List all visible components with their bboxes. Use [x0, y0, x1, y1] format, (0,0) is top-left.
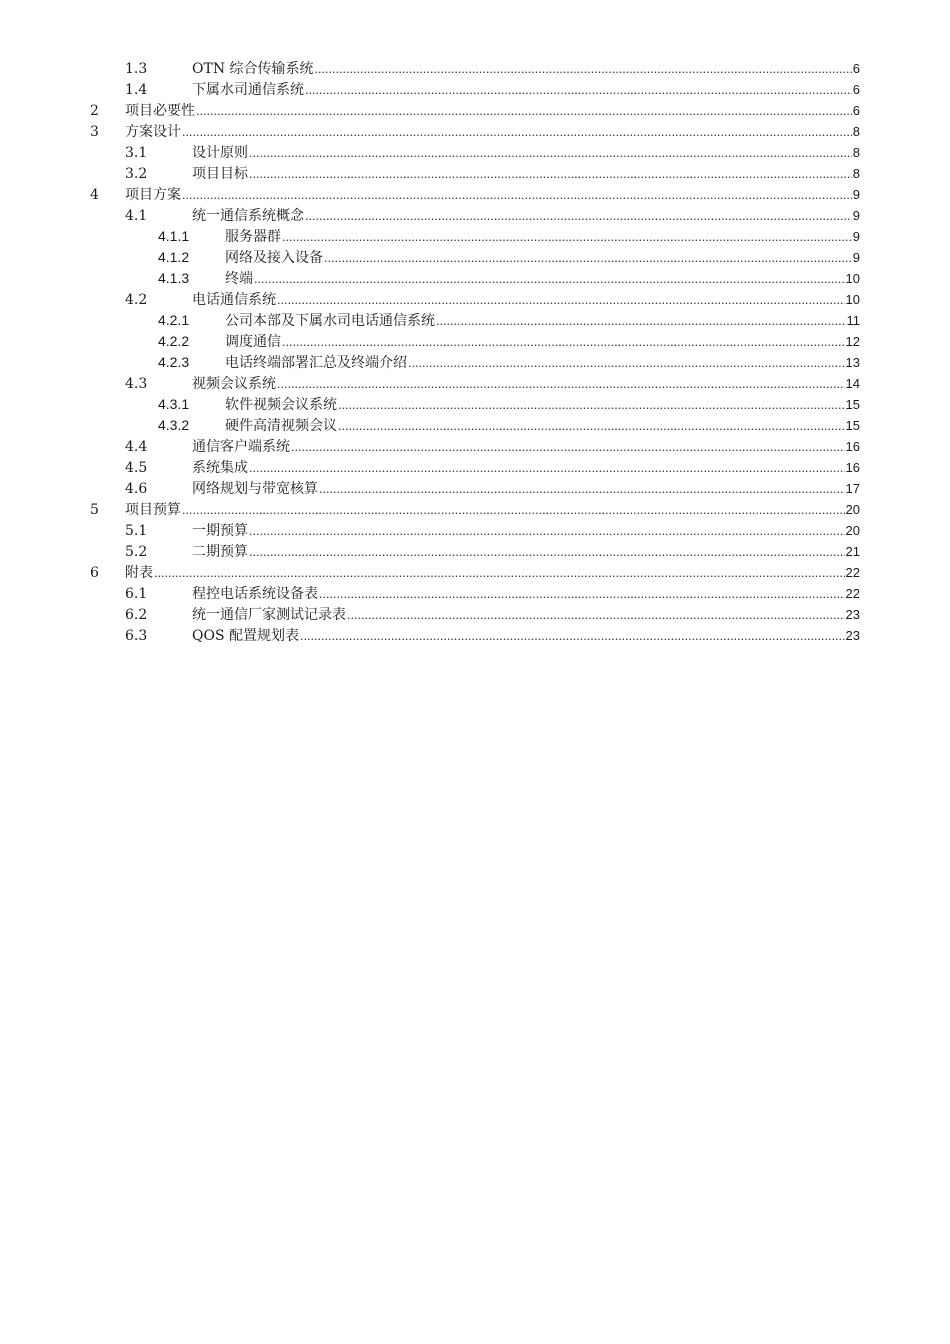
toc-title: 程控电话系统设备表 — [192, 586, 318, 602]
toc-title: 附表 — [125, 565, 153, 581]
toc-entry[interactable] — [90, 142, 860, 163]
toc-title: 项目必要性 — [125, 103, 195, 119]
dot-leader — [305, 206, 852, 227]
toc-title: QOS 配置规划表 — [192, 628, 299, 644]
dot-leader — [249, 521, 845, 542]
toc-number: 2 — [90, 103, 99, 119]
toc-title: 软件视频会议系统 — [225, 397, 337, 413]
toc-entry[interactable] — [90, 499, 860, 520]
dot-leader — [324, 248, 852, 269]
toc-page-number: 13 — [845, 355, 860, 370]
toc-title: 网络规划与带宽核算 — [192, 481, 318, 497]
toc-number: 5.1 — [125, 523, 148, 539]
toc-title: 电话通信系统 — [192, 292, 276, 308]
dot-leader — [182, 185, 852, 206]
dot-leader — [347, 605, 845, 626]
toc-entry[interactable] — [90, 163, 860, 184]
toc-number: 6 — [90, 565, 99, 581]
toc-title: 项目目标 — [192, 166, 248, 182]
dot-leader — [338, 395, 845, 416]
toc-entry[interactable] — [90, 100, 860, 121]
table-of-contents — [90, 58, 860, 646]
toc-entry[interactable] — [90, 79, 860, 100]
toc-page-number: 22 — [845, 586, 860, 601]
toc-page-number: 9 — [852, 250, 860, 265]
toc-entry[interactable] — [90, 436, 860, 457]
toc-number: 6.2 — [125, 607, 148, 623]
dot-leader — [291, 437, 845, 458]
toc-entry[interactable] — [90, 520, 860, 541]
toc-title: 终端 — [225, 271, 253, 287]
dot-leader — [319, 479, 845, 500]
toc-title: 调度通信 — [225, 334, 281, 350]
dot-leader — [182, 500, 845, 521]
dot-leader — [249, 542, 845, 563]
toc-entry[interactable] — [90, 583, 860, 604]
dot-leader — [315, 59, 852, 80]
toc-number: 3.1 — [125, 145, 148, 161]
toc-number: 4.3.2 — [158, 417, 190, 433]
dot-leader — [277, 290, 845, 311]
toc-entry[interactable] — [90, 268, 860, 289]
toc-page-number: 12 — [845, 334, 860, 349]
toc-number: 4.3.1 — [158, 396, 190, 412]
toc-title: 统一通信系统概念 — [192, 208, 304, 224]
toc-number: 6.3 — [125, 628, 148, 644]
toc-page-number: 15 — [845, 397, 860, 412]
dot-leader — [182, 122, 852, 143]
toc-number: 4.4 — [125, 439, 148, 455]
toc-entry[interactable] — [90, 604, 860, 625]
toc-page-number: 6 — [852, 82, 860, 97]
toc-entry[interactable] — [90, 478, 860, 499]
toc-page-number: 17 — [845, 481, 860, 496]
toc-entry[interactable] — [90, 415, 860, 436]
toc-number: 4.2.1 — [158, 312, 190, 328]
toc-number: 5.2 — [125, 544, 148, 560]
toc-number: 5 — [90, 502, 99, 518]
toc-number: 4 — [90, 187, 99, 203]
toc-page-number: 16 — [845, 460, 860, 475]
toc-number: 4.3 — [125, 376, 148, 392]
toc-page-number: 9 — [852, 208, 860, 223]
toc-page-number: 20 — [845, 523, 860, 538]
toc-page-number: 8 — [852, 124, 860, 139]
toc-page-number: 21 — [845, 544, 860, 559]
toc-title: 服务器群 — [225, 229, 281, 245]
dot-leader — [282, 332, 845, 353]
toc-entry[interactable] — [90, 184, 860, 205]
toc-title: 电话终端部署汇总及终端介绍 — [225, 355, 407, 371]
toc-page-number: 23 — [845, 628, 860, 643]
toc-title: 网络及接入设备 — [225, 250, 323, 266]
toc-entry[interactable] — [90, 331, 860, 352]
toc-number: 4.2.3 — [158, 354, 190, 370]
toc-entry[interactable] — [90, 352, 860, 373]
toc-entry[interactable] — [90, 625, 860, 646]
toc-page-number: 22 — [845, 565, 860, 580]
toc-number: 4.1.3 — [158, 270, 190, 286]
toc-title: 视频会议系统 — [192, 376, 276, 392]
dot-leader — [254, 269, 845, 290]
dot-leader — [300, 626, 845, 647]
toc-page-number: 14 — [845, 376, 860, 391]
toc-page-number: 9 — [852, 229, 860, 244]
dot-leader — [196, 101, 852, 122]
toc-number: 3.2 — [125, 166, 148, 182]
toc-page-number: 6 — [852, 61, 860, 76]
toc-page-number: 10 — [845, 292, 860, 307]
toc-entry[interactable] — [90, 226, 860, 247]
dot-leader — [319, 584, 845, 605]
toc-title: 二期预算 — [192, 544, 248, 560]
dot-leader — [338, 416, 845, 437]
dot-leader — [277, 374, 845, 395]
toc-number: 4.1.1 — [158, 228, 190, 244]
toc-page-number: 15 — [845, 418, 860, 433]
dot-leader — [154, 563, 845, 584]
toc-number: 1.4 — [125, 82, 148, 98]
dot-leader — [305, 80, 852, 101]
toc-entry[interactable] — [90, 373, 860, 394]
toc-title: 方案设计 — [125, 124, 181, 140]
toc-number: 4.2.2 — [158, 333, 190, 349]
toc-page-number: 16 — [845, 439, 860, 454]
dot-leader — [249, 143, 852, 164]
toc-page-number: 11 — [846, 313, 860, 328]
toc-page-number: 10 — [845, 271, 860, 286]
dot-leader — [249, 458, 845, 479]
toc-page-number: 9 — [852, 187, 860, 202]
toc-title: 统一通信厂家测试记录表 — [192, 607, 346, 623]
toc-title: 通信客户端系统 — [192, 439, 290, 455]
toc-number: 6.1 — [125, 586, 148, 602]
dot-leader — [408, 353, 845, 374]
toc-entry[interactable] — [90, 58, 860, 79]
toc-page-number: 23 — [845, 607, 860, 622]
dot-leader — [249, 164, 852, 185]
toc-page-number: 8 — [852, 166, 860, 181]
toc-page-number: 20 — [845, 502, 860, 517]
toc-number: 3 — [90, 124, 99, 140]
toc-entry[interactable] — [90, 457, 860, 478]
toc-entry[interactable] — [90, 247, 860, 268]
toc-title: 下属水司通信系统 — [192, 82, 304, 98]
toc-page-number: 6 — [852, 103, 860, 118]
toc-page-number: 8 — [852, 145, 860, 160]
toc-title: 项目预算 — [125, 502, 181, 518]
toc-entry[interactable] — [90, 289, 860, 310]
toc-entry[interactable] — [90, 394, 860, 415]
toc-title: 项目方案 — [125, 187, 181, 203]
toc-number: 4.2 — [125, 292, 148, 308]
toc-title: 一期预算 — [192, 523, 248, 539]
toc-entry[interactable] — [90, 205, 860, 226]
toc-title: OTN 综合传输系统 — [192, 61, 314, 77]
toc-title: 系统集成 — [192, 460, 248, 476]
toc-entry[interactable] — [90, 541, 860, 562]
toc-number: 4.5 — [125, 460, 148, 476]
toc-entry[interactable] — [90, 310, 860, 331]
toc-title: 硬件高清视频会议 — [225, 418, 337, 434]
toc-number: 1.3 — [125, 61, 148, 77]
toc-number: 4.6 — [125, 481, 148, 497]
toc-title: 设计原则 — [192, 145, 248, 161]
dot-leader — [436, 311, 846, 332]
toc-entry[interactable] — [90, 121, 860, 142]
dot-leader — [282, 227, 852, 248]
toc-number: 4.1.2 — [158, 249, 190, 265]
toc-entry[interactable] — [90, 562, 860, 583]
toc-number: 4.1 — [125, 208, 148, 224]
toc-title: 公司本部及下属水司电话通信系统 — [225, 313, 435, 329]
